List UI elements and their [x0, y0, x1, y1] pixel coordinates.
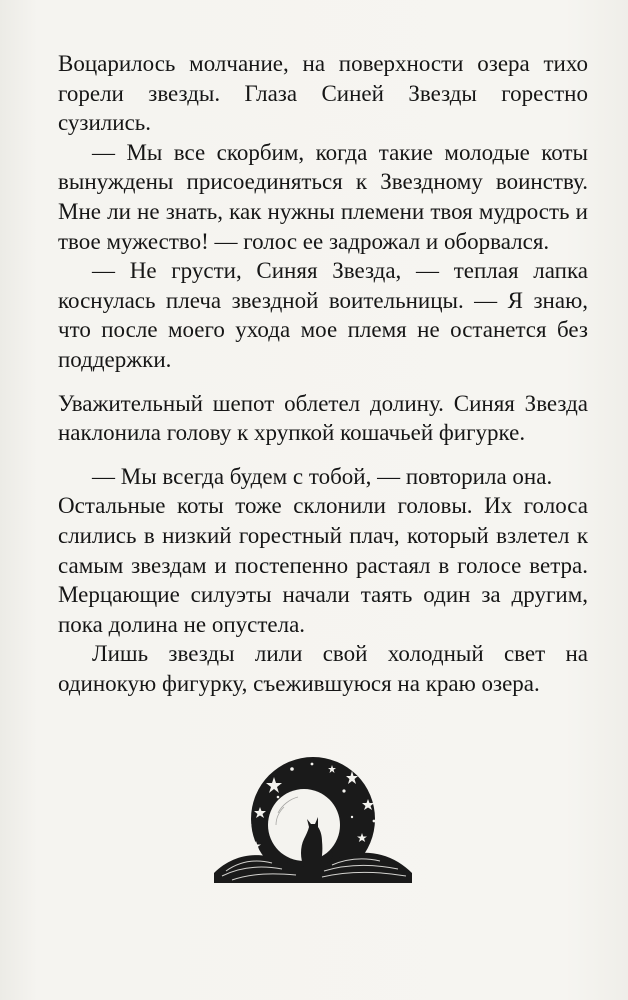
cat-under-moon-vignette-icon	[212, 755, 414, 885]
paragraph-1: Воцарилось молчание, на поверхности озера тихо горели звезды. Глаза Синей Звезды горестно сузились.	[58, 51, 588, 136]
paragraph-4: Уважительный шепот облетел долину. Синяя Звезда наклонила голову к хрупкой кошачьей фигурке.	[58, 390, 588, 446]
paragraph-5: — Мы всегда будем с тобой, — повторила она.	[92, 463, 553, 489]
paragraph-6: Остальные коты тоже склонили головы. Их голоса слились в низкий горестный плач, который взлетел к самым звездам и постепенно растаял в голосе ветра. Мерцающие силуэты начали таять один за другим, пока долина не опустела.	[58, 493, 588, 637]
paragraph-2: — Мы все скорбим, когда такие молодые коты вынуждены присоединяться к Звездному воинству. Мне ли не знать, как нужны племени твоя мудрость и твое мужество! — голос ее задрожал и оборвался.	[58, 139, 588, 254]
page-text	[58, 49, 588, 698]
paragraph-3: — Не грусти, Синяя Звезда, — теплая лапка коснулась плеча звездной воительницы. — Я знаю, что после моего ухода мое племя не останется без поддержки.	[58, 258, 588, 372]
paragraph-7: Лишь звезды лили свой холодный свет на одинокую фигурку, съежившуюся на краю озера.	[58, 641, 588, 696]
